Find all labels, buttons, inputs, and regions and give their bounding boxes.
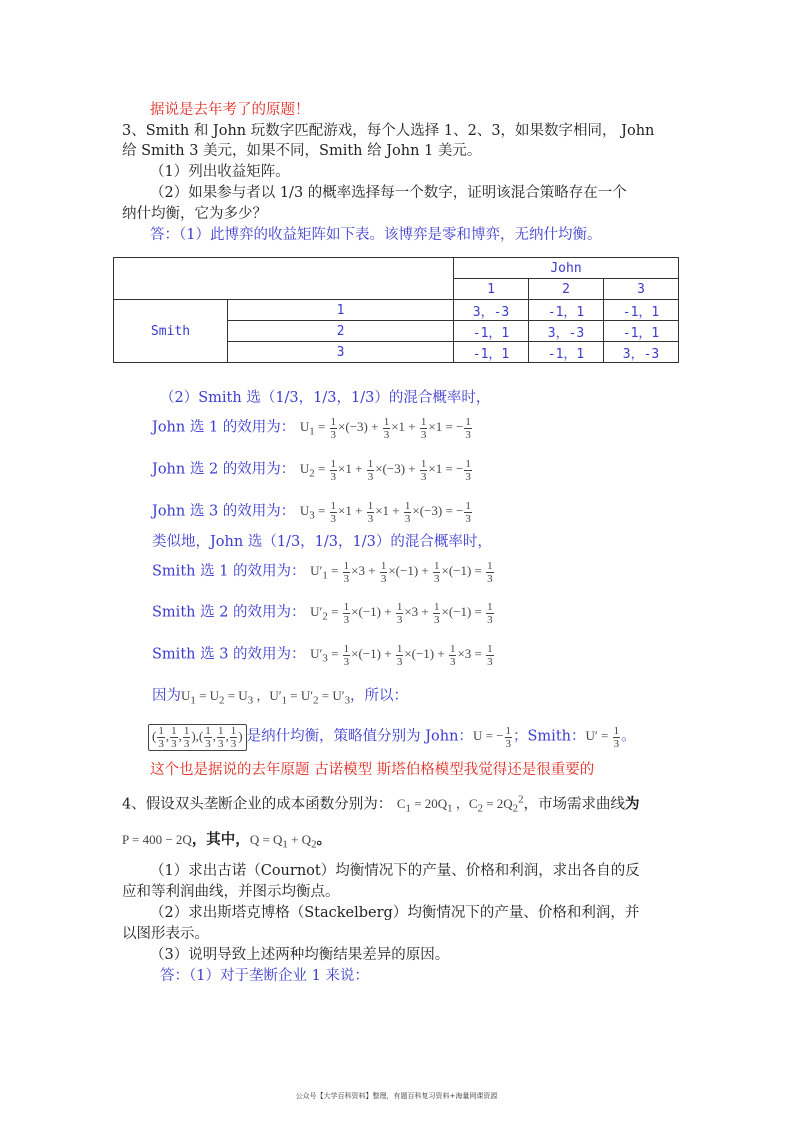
q4-sub2b: 以图形表示。: [122, 926, 209, 942]
q3-answer1: 答：（1）此博弈的收益矩阵如下表。该博弈是零和博弈，无纳什均衡。: [150, 227, 602, 243]
q3-line1: 3、Smith 和 John 玩数字匹配游戏，每个人选择 1、2、3，如果数字相同， John: [122, 123, 655, 139]
q4-sub3: （3）说明导致上述两种均衡结果差异的原因。: [150, 947, 450, 963]
col-header: 3: [603, 279, 678, 300]
john3-utility: John 选 3 的效用为： $U_3$ = $\frac{1}{3}$ ×1 + $\frac{1}{3}$ ×1 + $\frac{1}{3}$ ×(−3) = − $\frac{1}{3}$: [152, 500, 471, 525]
row-header: 3: [228, 342, 454, 363]
payoff-cell: 3，-3: [529, 321, 604, 342]
row-header: 2: [228, 321, 454, 342]
payoff-cell: -1，1: [529, 300, 604, 321]
q3-line2: 给 Smith 3 美元，如果不同，Smith 给 John 1 美元。: [122, 143, 482, 159]
john2-utility: John 选 2 的效用为： $U_2$ = $\frac{1}{3}$ ×1 + $\frac{1}{3}$ ×(−3) + $\frac{1}{3}$ ×1 = − $\frac{1}{3}$: [152, 458, 471, 483]
footer-watermark: 公众号【大学百科资料】整理，有题百科复习资料+海量网课资源: [295, 1092, 498, 1100]
equilibrium-line: ( $\frac{1}{3}$ , $\frac{1}{3}$ , $\frac{1}{3}$ ),( $\frac{1}{3}$ , $\frac{1}{3}$ , $\frac{1}{3}$ ) 是纳什均衡，策略值分别为 John：U = − $\frac{1}{3}$ ；Smith：U′ = $\frac{1}{3}$ 。: [148, 724, 636, 751]
payoff-cell: -1，1: [603, 321, 678, 342]
john1-utility: John 选 1 的效用为： $U_1$ = $\frac{1}{3}$ ×(−3) + $\frac{1}{3}$ ×1 + $\frac{1}{3}$ ×1 = − $\frac{1}{3}$: [152, 416, 471, 441]
note-cournot-stackelberg: 这个也是据说的去年原题 古诺模型 斯塔伯格模型我觉得还是很重要的: [150, 762, 595, 778]
col-player-header: John: [454, 258, 679, 279]
part2-intro: （2）Smith 选（1/3，1/3，1/3）的混合概率时，: [160, 390, 491, 406]
q3-sub2b: 纳什均衡，它为多少？: [122, 206, 267, 222]
smith2-utility: Smith 选 2 的效用为： $U'_2$ = $\frac{1}{3}$ ×(−1) + $\frac{1}{3}$ ×3 + $\frac{1}{3}$ ×(−1) = $\frac{1}{3}$: [152, 601, 493, 626]
q4-line1: 4、假设双头垄断企业的成本函数分别为： $C_1 = 20Q_1$ ，$C_2 = 2Q_2^2$，市场需求曲线为: [122, 794, 640, 815]
payoff-cell: 3，-3: [603, 342, 678, 363]
q4-sub1a: （1）求出古诺（Cournot）均衡情况下的产量、价格和利润，求出各自的反: [150, 863, 640, 879]
row-player-header: Smith: [114, 300, 228, 363]
q4-sub2a: （2）求出斯塔克博格（Stackelberg）均衡情况下的产量、价格和利润，并: [150, 905, 640, 921]
col-header: 1: [454, 279, 529, 300]
q4-demand: P = 400 − 2Q，其中，$Q = Q_1 + Q_2$。: [122, 831, 331, 851]
col-header: 2: [529, 279, 604, 300]
note-original-question: 据说是去年考了的原题！: [150, 102, 310, 118]
q3-sub1: （1）列出收益矩阵。: [150, 164, 290, 180]
smith1-utility: Smith 选 1 的效用为： $U'_1$ = $\frac{1}{3}$ ×3 + $\frac{1}{3}$ ×(−1) + $\frac{1}{3}$ ×(−1) = $\frac{1}{3}$: [152, 560, 493, 585]
payoff-cell: -1，1: [529, 342, 604, 363]
smith3-utility: Smith 选 3 的效用为： $U'_3$ = $\frac{1}{3}$ ×(−1) + $\frac{1}{3}$ ×(−1) + $\frac{1}{3}$ ×3 = $\frac{1}{3}$: [152, 643, 493, 668]
similar-intro: 类似地，John 选（1/3，1/3，1/3）的混合概率时，: [152, 534, 492, 550]
q4-sub1b: 应和等利润曲线，并图示均衡点。: [122, 884, 340, 900]
payoff-matrix: [113, 257, 679, 363]
payoff-cell: -1，1: [603, 300, 678, 321]
q3-sub2a: （2）如果参与者以 1/3 的概率选择每一个数字，证明该混合策略存在一个: [150, 185, 627, 201]
row-header: 1: [228, 300, 454, 321]
payoff-cell: 3，-3: [454, 300, 529, 321]
q4-answer: 答：（1）对于垄断企业 1 来说：: [160, 968, 369, 984]
payoff-cell: -1，1: [454, 342, 529, 363]
payoff-cell: -1，1: [454, 321, 529, 342]
because-line: 因为$U_1 = U_2 = U_3$ ，$U'_1 = U'_2 = U'_3$，所以：: [152, 688, 409, 707]
